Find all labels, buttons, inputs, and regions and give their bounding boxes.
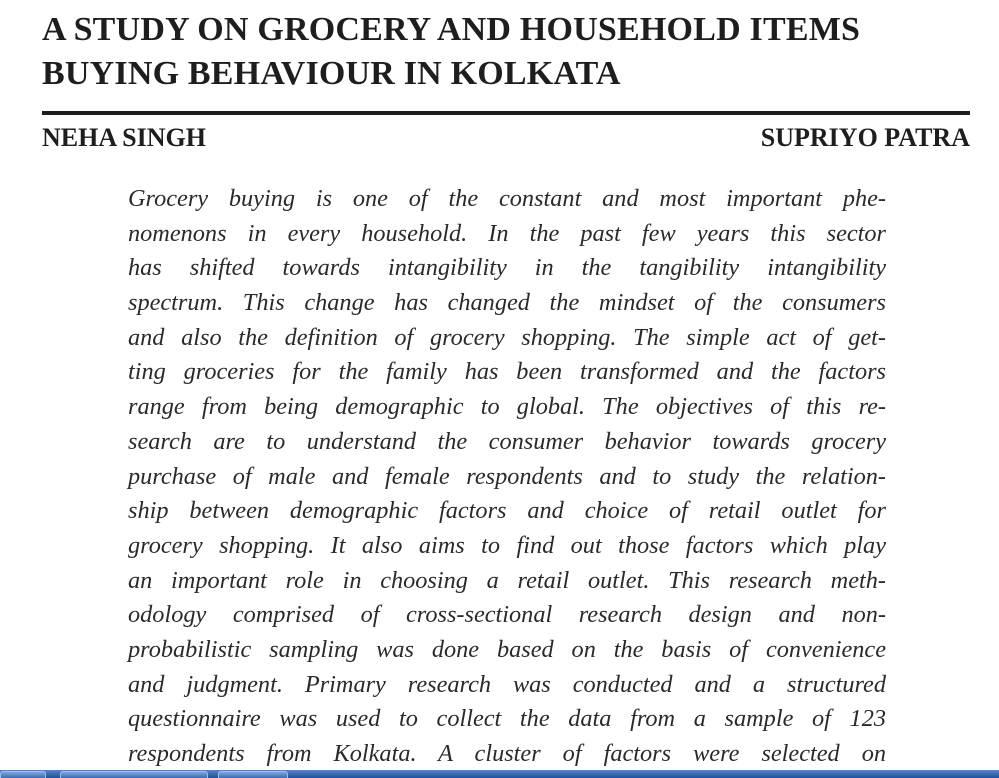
abstract-line: Grocery buying is one of the constant and most important phe- bbox=[128, 185, 886, 212]
abstract-line: and judgment. Primary research was conducted and a structured bbox=[128, 670, 886, 698]
author-name: SUPRIYO PATRA bbox=[760, 123, 970, 152]
abstract bbox=[128, 182, 886, 770]
abstract-line: has shifted towards intangibility in the tangibility intangibility bbox=[128, 254, 886, 282]
abstract-line: search are to understand the consumer behavior towards grocery bbox=[128, 427, 886, 455]
author-name: NEHA SINGH bbox=[42, 123, 206, 152]
start-button[interactable] bbox=[0, 771, 46, 778]
abstract-line: spectrum. This change has changed the mindset of the consumers bbox=[128, 289, 886, 317]
abstract-line: probabilistic sampling was done based on the basis of convenience bbox=[128, 635, 886, 663]
abstract-line: an important role in choosing a retail outlet. This research meth- bbox=[128, 566, 886, 594]
abstract-line: and also the definition of grocery shopping. The simple act of get- bbox=[128, 323, 886, 351]
taskbar-item[interactable] bbox=[60, 771, 208, 778]
abstract-line: respondents from Kolkata. A cluster of factors were selected on bbox=[128, 740, 886, 767]
title-line: A STUDY ON GROCERY AND HOUSEHOLD ITEMS bbox=[42, 11, 861, 48]
abstract-line: nomenons in every household. In the past few years this sector bbox=[128, 219, 886, 247]
taskbar-item[interactable] bbox=[218, 771, 288, 778]
abstract-line: ting groceries for the family has been transformed and the factors bbox=[128, 358, 886, 386]
title-rule bbox=[42, 111, 970, 115]
title-line: BUYING BEHAVIOUR IN KOLKATA bbox=[42, 55, 621, 92]
abstract-line: purchase of male and female respondents and to study the relation- bbox=[128, 462, 886, 490]
paper-title bbox=[42, 8, 972, 96]
abstract-line: ship between demographic factors and choice of retail outlet for bbox=[128, 497, 886, 525]
taskbar bbox=[0, 770, 999, 778]
abstract-line: grocery shopping. It also aims to find out those factors which play bbox=[128, 531, 886, 559]
abstract-line: range from being demographic to global. The objectives of this re- bbox=[128, 393, 886, 421]
abstract-line: odology comprised of cross-sectional research design and non- bbox=[128, 601, 886, 629]
abstract-line: questionnaire was used to collect the data from a sample of 123 bbox=[128, 705, 886, 733]
